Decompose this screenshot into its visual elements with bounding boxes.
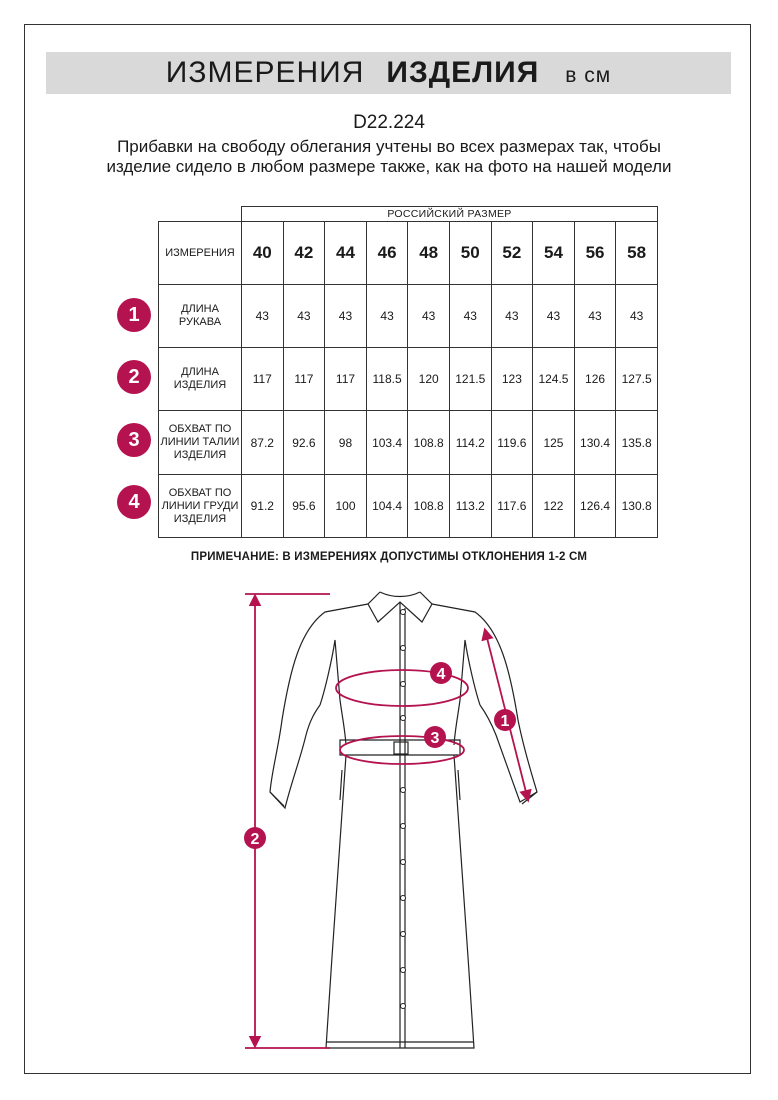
row-number-badge: 2 bbox=[117, 360, 151, 394]
marker-1: 1 bbox=[500, 713, 510, 730]
size-system-label: РОССИЙСКИЙ РАЗМЕР bbox=[242, 207, 658, 222]
table-cell: 124.5 bbox=[533, 348, 575, 411]
size-header: 56 bbox=[574, 222, 616, 285]
table-cell: 104.4 bbox=[366, 475, 408, 538]
row-label: ОБХВАТ ПО ЛИНИИ ТАЛИИ ИЗДЕЛИЯ bbox=[159, 411, 242, 475]
table-cell: 43 bbox=[366, 285, 408, 348]
table-cell: 119.6 bbox=[491, 411, 533, 475]
marker-3: 3 bbox=[430, 730, 440, 747]
size-header: 54 bbox=[533, 222, 575, 285]
row-label: ОБХВАТ ПО ЛИНИИ ГРУДИ ИЗДЕЛИЯ bbox=[159, 475, 242, 538]
table-cell: 100 bbox=[325, 475, 367, 538]
table-cell: 114.2 bbox=[449, 411, 491, 475]
table-cell: 117 bbox=[325, 348, 367, 411]
size-header: 58 bbox=[616, 222, 658, 285]
table-cell: 121.5 bbox=[449, 348, 491, 411]
table-cell: 103.4 bbox=[366, 411, 408, 475]
table-cell: 43 bbox=[283, 285, 325, 348]
table-cell: 117 bbox=[242, 348, 284, 411]
table-cell: 118.5 bbox=[366, 348, 408, 411]
table-cell: 113.2 bbox=[449, 475, 491, 538]
marker-2: 2 bbox=[250, 831, 260, 848]
row-number-badge: 4 bbox=[117, 485, 151, 519]
table-cell: 135.8 bbox=[616, 411, 658, 475]
table-cell: 126.4 bbox=[574, 475, 616, 538]
table-cell: 117 bbox=[283, 348, 325, 411]
row-number-badge: 1 bbox=[117, 298, 151, 332]
table-cell: 43 bbox=[325, 285, 367, 348]
row-label: ДЛИНА ИЗДЕЛИЯ bbox=[159, 348, 242, 411]
title-light: ИЗМЕРЕНИЯ bbox=[165, 56, 365, 89]
table-cell: 43 bbox=[533, 285, 575, 348]
table-cell: 108.8 bbox=[408, 411, 450, 475]
dress-outline bbox=[270, 592, 537, 1048]
table-cell: 108.8 bbox=[408, 475, 450, 538]
table-cell: 130.4 bbox=[574, 411, 616, 475]
table-cell: 98 bbox=[325, 411, 367, 475]
table-cell: 127.5 bbox=[616, 348, 658, 411]
table-cell: 130.8 bbox=[616, 475, 658, 538]
size-header: 52 bbox=[491, 222, 533, 285]
row-label: ДЛИНА РУКАВА bbox=[159, 285, 242, 348]
marker-4: 4 bbox=[436, 666, 446, 683]
table-cell: 123 bbox=[491, 348, 533, 411]
table-cell: 117.6 bbox=[491, 475, 533, 538]
title-bold: ИЗДЕЛИЯ bbox=[386, 56, 540, 89]
size-header: 44 bbox=[325, 222, 367, 285]
size-header: 46 bbox=[366, 222, 408, 285]
measurement-note: ПРИМЕЧАНИЕ: В ИЗМЕРЕНИЯХ ДОПУСТИМЫ ОТКЛОНЕНИЯ 1-2 СМ bbox=[190, 551, 588, 563]
size-header: 42 bbox=[283, 222, 325, 285]
table-cell: 43 bbox=[449, 285, 491, 348]
table-cell: 95.6 bbox=[283, 475, 325, 538]
table-cell: 125 bbox=[533, 411, 575, 475]
table-cell: 43 bbox=[574, 285, 616, 348]
table-cell: 120 bbox=[408, 348, 450, 411]
measurement-header: ИЗМЕРЕНИЯ bbox=[159, 222, 242, 285]
title-unit: в см bbox=[565, 64, 612, 87]
table-cell: 43 bbox=[242, 285, 284, 348]
table-cell: 43 bbox=[491, 285, 533, 348]
product-code: D22.224 bbox=[353, 112, 425, 133]
table-cell: 126 bbox=[574, 348, 616, 411]
description: Прибавки на свободу облегания учтены во всех размерах так, чтобы изделие сидело в любом размере также, как на фото на нашей модели bbox=[106, 137, 672, 176]
size-header: 40 bbox=[242, 222, 284, 285]
table-cell: 122 bbox=[533, 475, 575, 538]
table-cell: 91.2 bbox=[242, 475, 284, 538]
size-header: 50 bbox=[449, 222, 491, 285]
row-number-badge: 3 bbox=[117, 423, 151, 457]
table-cell: 43 bbox=[616, 285, 658, 348]
table-cell: 87.2 bbox=[242, 411, 284, 475]
table-cell: 92.6 bbox=[283, 411, 325, 475]
length-measure bbox=[245, 594, 330, 1048]
size-header: 48 bbox=[408, 222, 450, 285]
table-cell: 43 bbox=[408, 285, 450, 348]
